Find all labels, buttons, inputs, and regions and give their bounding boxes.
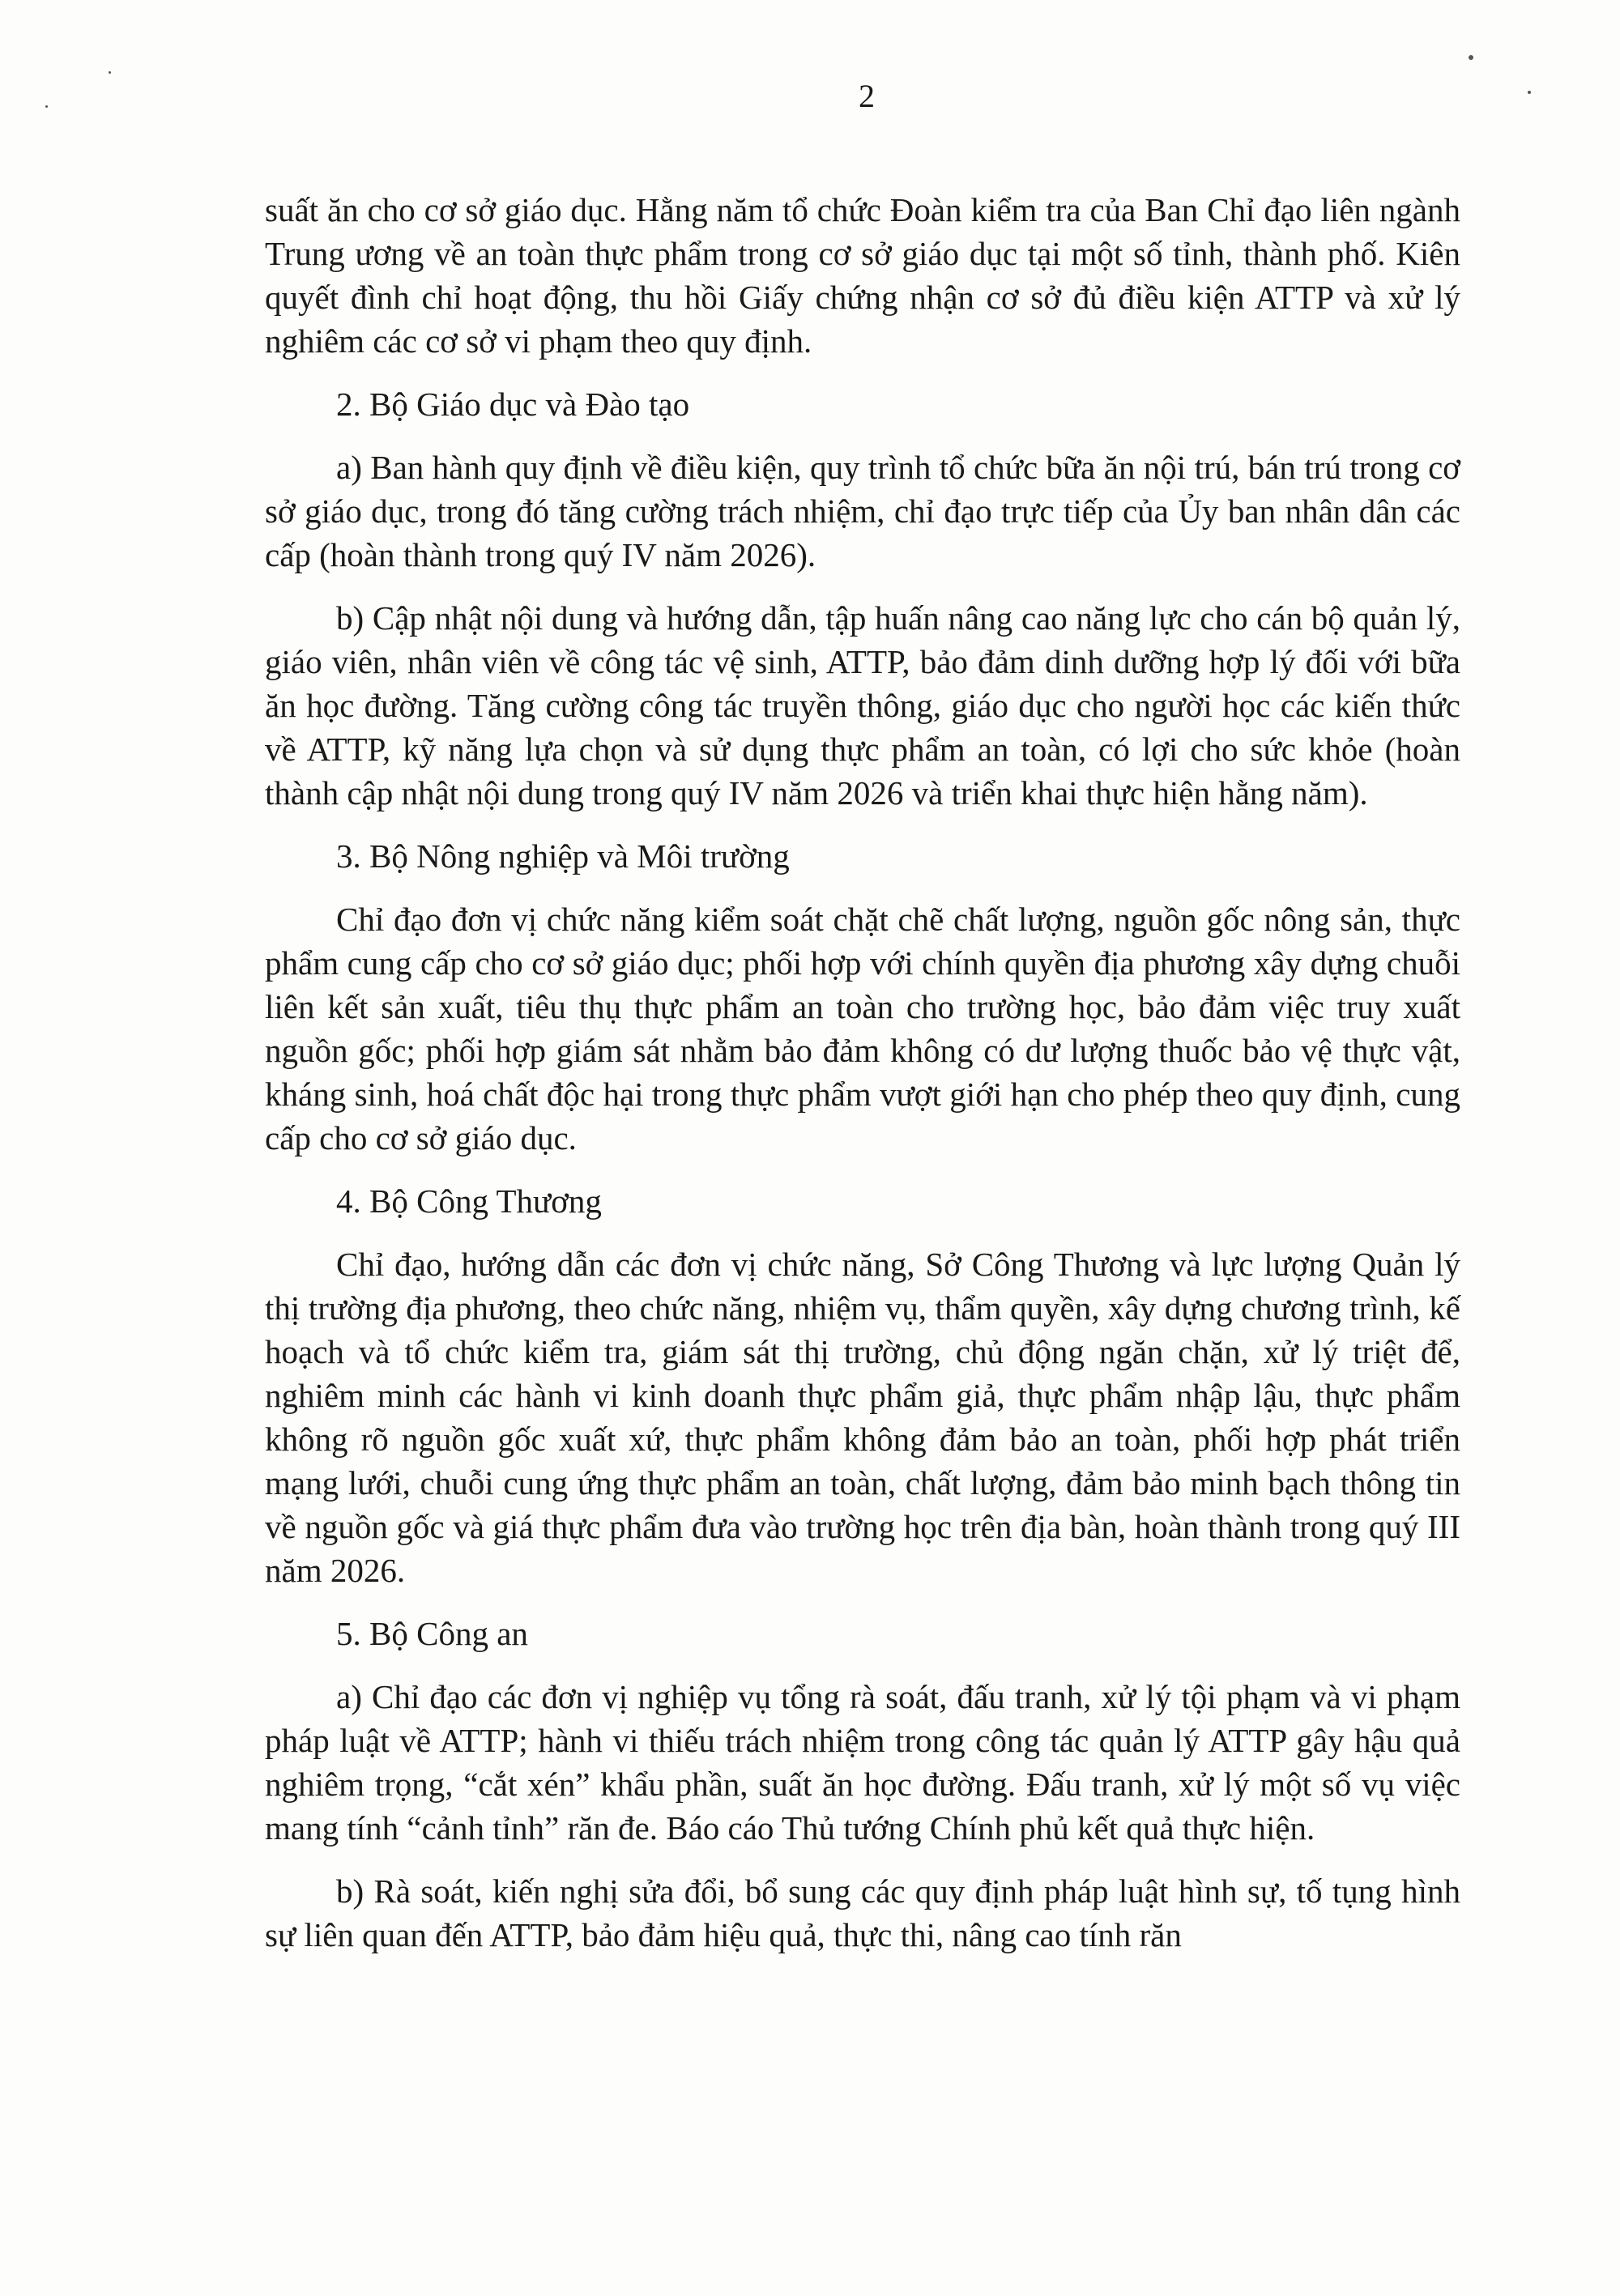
page-number: 2 — [859, 78, 875, 114]
section-heading-3: 3. Bộ Nông nghiệp và Môi trường — [336, 837, 790, 875]
section-heading-4: 4. Bộ Công Thương — [336, 1182, 602, 1220]
paragraph: a) Ban hành quy định về điều kiện, quy trình tổ chức bữa ăn nội trú, bán trú trong cơ sở giáo dục, trong đó tăng cường trách nhiệm, chỉ đạo trực tiếp của Ủy ban nhân dân các cấp (hoàn thành trong quý IV năm 2026). — [265, 449, 1460, 573]
paragraph: Chỉ đạo, hướng dẫn các đơn vị chức năng, Sở Công Thương và lực lượng Quản lý thị trường địa phương, theo chức năng, nhiệm vụ, thẩm quyền, xây dựng chương trình, kế hoạch và tổ chức kiểm tra, giám sát thị trường, chủ động ngăn chặn, xử lý triệt để, nghiêm minh các hành vi kinh doanh thực phẩm giả, thực phẩm nhập lậu, thực phẩm không rõ nguồn gốc xuất xứ, thực phẩm không đảm bảo an toàn, phối hợp phát triển mạng lưới, chuỗi cung ứng thực phẩm an toàn, chất lượng, đảm bảo minh bạch thông tin về nguồn gốc và giá thực phẩm đưa vào trường học trên địa bàn, hoàn thành trong quý III năm 2026. — [265, 1246, 1460, 1589]
section-heading-2: 2. Bộ Giáo dục và Đào tạo — [336, 386, 690, 423]
document-body — [265, 188, 1460, 1976]
paragraph: Chỉ đạo đơn vị chức năng kiểm soát chặt chẽ chất lượng, nguồn gốc nông sản, thực phẩm cung cấp cho cơ sở giáo dục; phối hợp với chính quyền địa phương xây dựng chuỗi liên kết sản xuất, tiêu thụ thực phẩm an toàn cho trường học, bảo đảm việc truy xuất nguồn gốc; phối hợp giám sát nhằm bảo đảm không có dư lượng thuốc bảo vệ thực vật, kháng sinh, hoá chất độc hại trong thực phẩm vượt giới hạn cho phép theo quy định, cung cấp cho cơ sở giáo dục. — [265, 901, 1460, 1157]
paragraph: a) Chỉ đạo các đơn vị nghiệp vụ tổng rà soát, đấu tranh, xử lý tội phạm và vi phạm pháp luật về ATTP; hành vi thiếu trách nhiệm trong công tác quản lý ATTP gây hậu quả nghiêm trọng, “cắt xén” khẩu phần, suất ăn học đường. Đấu tranh, xử lý một số vụ việc mang tính “cảnh tỉnh” răn đe. Báo cáo Thủ tướng Chính phủ kết quả thực hiện. — [265, 1678, 1460, 1847]
paragraph-continuation: suất ăn cho cơ sở giáo dục. Hằng năm tổ chức Đoàn kiểm tra của Ban Chỉ đạo liên ngành Trung ương về an toàn thực phẩm trong cơ sở giáo dục tại một số tỉnh, thành phố. Kiên quyết đình chỉ hoạt động, thu hồi Giấy chứng nhận cơ sở đủ điều kiện ATTP và xử lý nghiêm các cơ sở vi phạm theo quy định. — [265, 191, 1460, 360]
section-heading-5: 5. Bộ Công an — [336, 1615, 528, 1652]
scan-speck — [109, 71, 111, 74]
scan-speck — [1469, 55, 1473, 60]
paragraph: b) Rà soát, kiến nghị sửa đổi, bổ sung các quy định pháp luật hình sự, tố tụng hình sự liên quan đến ATTP, bảo đảm hiệu quả, thực thi, nâng cao tính răn — [265, 1872, 1460, 1953]
paragraph: b) Cập nhật nội dung và hướng dẫn, tập huấn nâng cao năng lực cho cán bộ quản lý, giáo viên, nhân viên về công tác vệ sinh, ATTP, bảo đảm dinh dưỡng hợp lý đối với bữa ăn học đường. Tăng cường công tác truyền thông, giáo dục cho người học các kiến thức về ATTP, kỹ năng lựa chọn và sử dụng thực phẩm an toàn, có lợi cho sức khỏe (hoàn thành cập nhật nội dung trong quý IV năm 2026 và triển khai thực hiện hằng năm). — [265, 599, 1460, 811]
